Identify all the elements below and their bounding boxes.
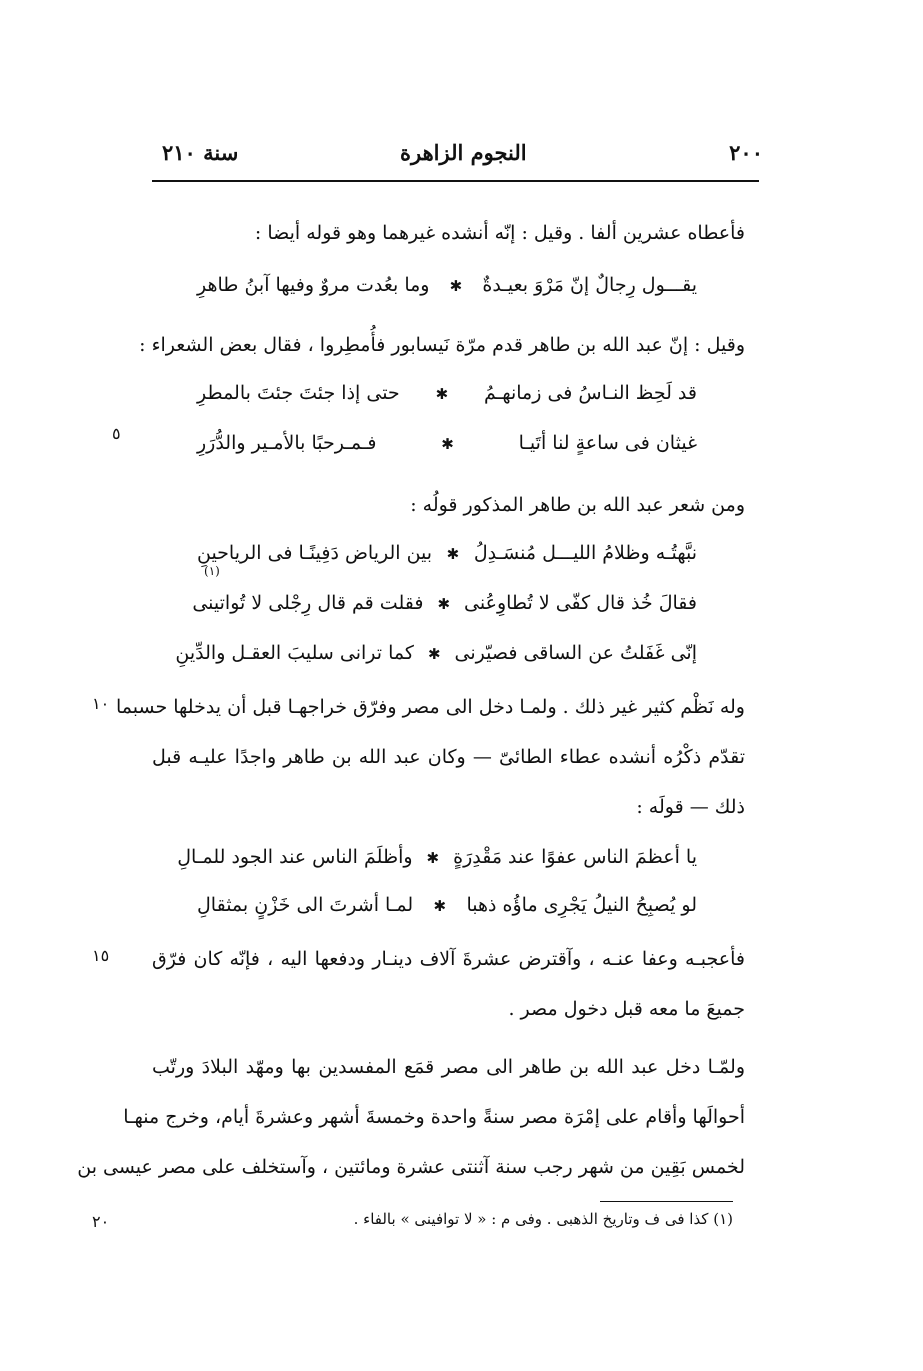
footnote: (١) كذا فى ف وتاريخ الذهبى . وفى م : « لا توافينى » بالفاء .	[353, 1210, 733, 1228]
prose-line: تقدّم ذكْرُه أنشده عطاء الطائىّ — وكان عبد الله بن طاهر واجدًا عليـه قبل	[152, 746, 745, 768]
prose-line: ذلك — قولَه :	[636, 796, 745, 818]
page-number: ٢٠٠	[729, 140, 763, 165]
running-year: سنة ٢١٠	[162, 140, 239, 165]
verse-separator-star: ✱	[441, 435, 454, 453]
verse-separator-star: ✱	[437, 595, 451, 613]
margin-line-number: ١٠	[92, 694, 110, 713]
verse-hemistich-first: نبَّهتُـه وظلامُ الليـــل مُنسَـدِلُ	[473, 542, 697, 564]
prose-line: أحوالَها وأقام على إمْرَة مصر سنةً واحدة وخمسةَ أشهر وعشرةَ أيام، وخرج منهـا	[123, 1106, 745, 1128]
verse-line	[197, 890, 697, 921]
verse-hemistich-second: بين الرياض دَفِينًـا فى الرياحينِ	[196, 542, 433, 564]
verse-hemistich-first: لو يُصبِحُ النيلُ يَجْرِى ماؤُه ذهبا	[466, 894, 697, 916]
prose-line: فأعجبـه وعفا عنـه ، وآقترض عشرةَ آلاف دينـار ودفعها اليه ، فإنّه كان فرّق	[152, 948, 745, 970]
verse-separator-star: ✱	[427, 645, 441, 663]
prose-line: وله نَظْم كثير غير ذلك . ولمـا دخل الى مصر وفرّق خراجهـا قبل أن يدخلها حسبما	[116, 696, 745, 718]
margin-line-number: ٥	[112, 424, 121, 443]
prose-line: ولمّـا دخل عبد الله بن طاهر الى مصر قمَع المفسدين بها ومهّد البلادَ ورتّب	[152, 1056, 745, 1078]
verse-separator-star: ✱	[426, 849, 440, 867]
verse-line	[197, 270, 697, 301]
margin-line-number: ٢٠	[92, 1212, 110, 1231]
verse-hemistich-second: كما ترانى سليبَ العقـل والدِّينِ	[175, 642, 414, 664]
verse-hemistich-first: يقـــول رِجالٌ إنّ مَرْوَ بعيـدةٌ	[482, 274, 697, 296]
running-title: النجوم الزاهرة	[400, 140, 527, 165]
verse-line	[192, 588, 697, 619]
verse-line	[177, 842, 697, 873]
verse-separator-star: ✱	[435, 385, 449, 403]
verse-hemistich-second: وما بعُدت مروٌ وفيها آبنُ طاهرِ	[196, 274, 430, 296]
verse-separator-star: ✱	[446, 545, 460, 563]
verse-separator-star: ✱	[449, 277, 463, 295]
verse-hemistich-second: فـمـرحبًا بالأمـير والدُّرَرِ	[196, 432, 377, 454]
prose-line: جميعَ ما معه قبل دخول مصر .	[508, 998, 745, 1020]
verse-line	[197, 538, 697, 569]
verse-hemistich-first: فقالَ خُذ قال كفّى لا تُطاوِعُنى	[464, 592, 697, 614]
verse-hemistich-second: حتى إذا جئتَ جئتَ بالمطرِ	[197, 382, 400, 404]
footnote-reference: (١)	[204, 564, 220, 578]
header-rule	[152, 180, 759, 182]
prose-line: ومن شعر عبد الله بن طاهر المذكور قولُه :	[410, 494, 745, 516]
verse-hemistich-second: لمـا أشرتَ الى خَزْنٍ بمثقالِ	[196, 894, 414, 916]
verse-hemistich-first: قد لَحِظ النـاسُ فى زمانهـمُ	[484, 382, 697, 404]
prose-line: وقيل : إنّ عبد الله بن طاهر قدم مرّة نَيسابور فأُمطِروا ، فقال بعض الشعراء :	[139, 334, 745, 356]
verse-hemistich-second: وأظلَمَ الناس عند الجود للمـالِ	[177, 846, 413, 868]
verse-separator-star: ✱	[433, 897, 447, 915]
verse-hemistich-second: فقلت قم قال رِجْلى لا تُواتينى	[192, 592, 424, 614]
verse-line	[197, 378, 697, 409]
verse-line	[197, 428, 697, 459]
prose-line: لخمس بَقِين من شهر رجب سنة آثنتى عشرة ومائتين ، وآستخلف على مصر عيسى بن	[77, 1156, 745, 1178]
footnote-rule	[600, 1201, 733, 1202]
prose-line: فأعطاه عشرين ألفا . وقيل : إنّه أنشده غيرهما وهو قوله أيضا :	[254, 222, 745, 244]
verse-hemistich-first: يا أعظمَ الناس عفوًا عند مَقْدِرَةٍ	[453, 846, 697, 868]
margin-line-number: ١٥	[92, 946, 110, 965]
verse-hemistich-first: إنّى غَفَلتُ عن الساقى فصيّرنى	[454, 642, 697, 664]
verse-hemistich-first: غيثان فى ساعةٍ لنا أتَيـا	[518, 432, 697, 454]
verse-line	[175, 638, 697, 669]
